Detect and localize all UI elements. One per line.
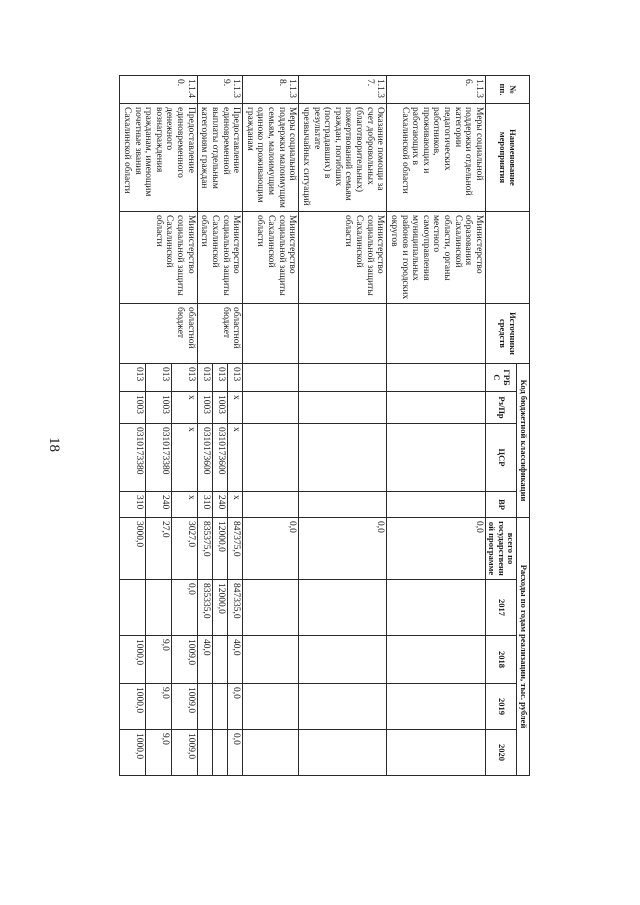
row-rzpr: x [228, 392, 243, 424]
row-grbs: 013 [120, 364, 146, 392]
page-number: 18 [46, 437, 62, 452]
row-grbs: 013 [171, 364, 197, 392]
row-2018: 40,0 [228, 636, 243, 684]
row-source: областной бюджет [120, 304, 197, 364]
row-2020 [212, 730, 227, 776]
row-vr: 310 [197, 492, 212, 518]
row-2017: 835335,0 [197, 580, 212, 636]
header-expenses: Расходы по годам реализации, тыс. рублей [517, 518, 530, 776]
header-row-1 [517, 76, 530, 776]
row-total: 3027,0 [171, 518, 197, 580]
row-total: 12000,0 [212, 518, 227, 580]
row-vr: x [171, 492, 197, 518]
table-row [171, 76, 197, 776]
row-2017: 847335,0 [228, 580, 243, 636]
row-2019: 1009,0 [171, 684, 197, 730]
row-2018: 40,0 [197, 636, 212, 684]
row-2018 [299, 636, 387, 684]
row-csr: 0310173380 [120, 424, 146, 492]
row-rzpr: 1003 [212, 392, 227, 424]
row-vr: x [228, 492, 243, 518]
row-source: областной бюджет [197, 304, 243, 364]
row-2020: 1000,0 [120, 730, 146, 776]
row-name: Меры социальной поддержки малоимущим семьям, малоимущим одиноко проживающим гражданам [243, 104, 299, 212]
rotated-page [120, 0, 640, 830]
row-grbs [299, 364, 387, 392]
row-2019: 1000,0 [120, 684, 146, 730]
header-name: Наименование мероприятия [485, 104, 529, 212]
header-2017: 2017 [485, 580, 517, 636]
row-source [243, 304, 299, 364]
row-2019 [197, 684, 212, 730]
row-2020: 9,0 [146, 730, 172, 776]
row-2019 [299, 684, 387, 730]
header-executor [485, 212, 529, 304]
row-source [299, 304, 387, 364]
row-2017 [146, 580, 172, 636]
row-2018 [243, 636, 299, 684]
row-csr: 0310173380 [146, 424, 172, 492]
row-vr: 310 [120, 492, 146, 518]
row-vr [299, 492, 387, 518]
table-container [119, 75, 530, 775]
row-grbs: 013 [212, 364, 227, 392]
table-row [387, 76, 486, 776]
row-2017 [299, 580, 387, 636]
row-2020 [243, 730, 299, 776]
row-2019 [243, 684, 299, 730]
row-csr [299, 424, 387, 492]
row-total: 847375,0 [228, 518, 243, 580]
row-2018: 1009,0 [171, 636, 197, 684]
row-2017: 0,0 [171, 580, 197, 636]
row-rzpr [387, 392, 486, 424]
table-row [243, 76, 299, 776]
row-2020 [387, 730, 486, 776]
row-grbs: 013 [146, 364, 172, 392]
row-rzpr [299, 392, 387, 424]
row-vr: 240 [212, 492, 227, 518]
row-2020: 1009,0 [171, 730, 197, 776]
row-2018 [387, 636, 486, 684]
row-2018 [212, 636, 227, 684]
row-rzpr: x [171, 392, 197, 424]
row-number: 1.1.36. [387, 76, 486, 104]
row-vr [387, 492, 486, 518]
row-2020: 0,0 [228, 730, 243, 776]
row-executor: Министерство социальной защиты Сахалинской области [243, 212, 299, 304]
row-executor: Министерство образования Сахалинской области, органы местного самоуправления муниципальных районов и городских округов [387, 212, 486, 304]
header-2020: 2020 [485, 730, 517, 776]
row-rzpr: 1003 [146, 392, 172, 424]
row-executor: Министерство социальной защиты Сахалинской области [197, 212, 243, 304]
header-total: всего по государственной программе [485, 518, 517, 580]
row-rzpr [243, 392, 299, 424]
row-2020 [197, 730, 212, 776]
row-csr: x [171, 424, 197, 492]
row-grbs [387, 364, 486, 392]
row-number: 1.1.40. [120, 76, 197, 104]
row-name: Предоставление единовременного денежного вознаграждения гражданам, имеющим почетные звания Сахалинской области [120, 104, 197, 212]
row-executor: Министерство социальной защиты Сахалинской области [299, 212, 387, 304]
row-total: 835375,0 [197, 518, 212, 580]
row-number: 1.1.38. [243, 76, 299, 104]
row-grbs [243, 364, 299, 392]
header-2018: 2018 [485, 636, 517, 684]
row-number: 1.1.37. [299, 76, 387, 104]
row-total: 0,0 [387, 518, 486, 580]
row-csr [243, 424, 299, 492]
row-total: 0,0 [243, 518, 299, 580]
table-row [228, 76, 243, 776]
header-2019: 2019 [485, 684, 517, 730]
row-name: Оказание помощи за счет добровольных (благотворительных) пожертвований семьям граждан, погибших (пострадавших) в результате чрезвычайных ситуаций [299, 104, 387, 212]
header-vr: ВР [485, 492, 517, 518]
header-rzpr: Рз/Пр [485, 392, 517, 424]
row-2018: 9,0 [146, 636, 172, 684]
row-name: Предоставление единовременной выплаты отдельным категориям граждан [197, 104, 243, 212]
row-rzpr: 1003 [120, 392, 146, 424]
row-grbs: 013 [197, 364, 212, 392]
row-2020 [299, 730, 387, 776]
row-name: Меры социальной поддержки отдельной категории педагогических работников, проживающих и работающих в Сахалинской области [387, 104, 486, 212]
header-csr: ЦСР [485, 424, 517, 492]
row-2018: 1000,0 [120, 636, 146, 684]
header-sources: Источники средств [485, 304, 529, 364]
row-2019 [387, 684, 486, 730]
header-no: № пп. [485, 76, 529, 104]
row-2017 [243, 580, 299, 636]
row-csr: 0310173600 [197, 424, 212, 492]
row-2019 [212, 684, 227, 730]
row-number: 1.1.39. [197, 76, 243, 104]
row-2019: 0,0 [228, 684, 243, 730]
row-2017: 12000,0 [212, 580, 227, 636]
header-budget-code: Код бюджетной классификации [517, 364, 530, 518]
row-csr: x [228, 424, 243, 492]
table-row [299, 76, 387, 776]
row-csr: 0310173600 [212, 424, 227, 492]
row-grbs: 013 [228, 364, 243, 392]
row-2017 [387, 580, 486, 636]
row-total: 27,0 [146, 518, 172, 580]
row-source [387, 304, 486, 364]
row-csr [387, 424, 486, 492]
row-vr: 240 [146, 492, 172, 518]
row-2019: 9,0 [146, 684, 172, 730]
row-vr [243, 492, 299, 518]
row-total: 0,0 [299, 518, 387, 580]
budget-table [119, 75, 530, 776]
row-executor: Министерство социальной защиты Сахалинской области [120, 212, 197, 304]
row-2017 [120, 580, 146, 636]
header-grbs: ГРБС [485, 364, 517, 392]
row-total: 3000,0 [120, 518, 146, 580]
row-rzpr: 1003 [197, 392, 212, 424]
